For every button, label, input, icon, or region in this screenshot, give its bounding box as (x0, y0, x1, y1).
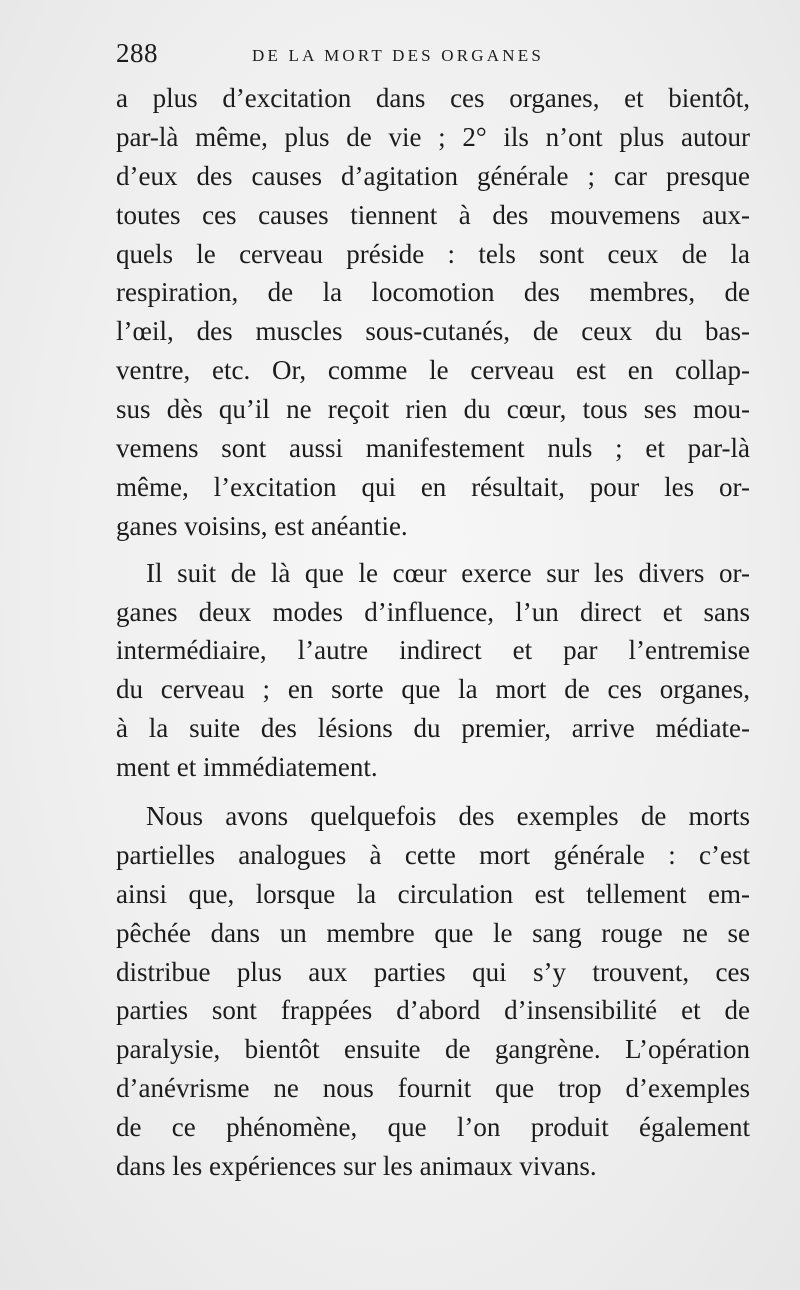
text-line: même, l’excitation qui en résultait, pour les or- (116, 471, 750, 502)
page-number: 288 (116, 38, 158, 68)
text-line: par-là même, plus de vie ; 2° ils n’ont plus autour (116, 121, 750, 152)
text-line: pêchée dans un membre que le sang rouge ne se (116, 917, 750, 948)
text-line: d’eux des causes d’agitation générale ; car presque (116, 160, 750, 191)
text-line: ganes voisins, est anéantie. (116, 510, 408, 541)
paragraph-3 (116, 797, 750, 1186)
running-title: DE LA MORT DES ORGANES (252, 46, 544, 65)
text-line: paralysie, bientôt ensuite de gangrène. L’opération (116, 1034, 750, 1065)
text-line: d’anévrisme ne nous fournit que trop d’exemples (116, 1073, 750, 1104)
text-line: a plus d’excitation dans ces organes, et bientôt, (116, 83, 750, 113)
paragraph-2 (116, 554, 750, 787)
text-line: à la suite des lésions du premier, arrive médiate- (116, 713, 750, 744)
paragraph-1 (116, 79, 750, 546)
text-line: Nous avons quelquefois des exemples de morts (146, 801, 750, 832)
text-line: vemens sont aussi manifestement nuls ; et par-là (116, 433, 750, 464)
text-line: ventre, etc. Or, comme le cerveau est en collap- (116, 355, 750, 386)
text-line: quels le cerveau préside : tels sont ceux de la (116, 238, 750, 269)
text-line: toutes ces causes tiennent à des mouvemens aux- (116, 199, 750, 230)
text-line: Il suit de là que le cœur exerce sur les divers or- (146, 557, 750, 588)
text-line: intermédiaire, l’autre indirect et par l’entremise (116, 635, 750, 666)
text-line: distribue plus aux parties qui s’y trouvent, ces (116, 956, 750, 987)
body-text (116, 79, 750, 1186)
text-line: partielles analogues à cette mort générale : c’est (116, 839, 750, 870)
text-line: sus dès qu’il ne reçoit rien du cœur, tous ses mou- (116, 394, 750, 425)
page-header (116, 38, 750, 78)
text-line: de ce phénomène, que l’on produit également (116, 1112, 750, 1143)
text-line: parties sont frappées d’abord d’insensibilité et de (116, 995, 750, 1026)
text-line: ainsi que, lorsque la circulation est tellement em- (116, 878, 750, 909)
text-line: ment et immédiatement. (116, 752, 378, 783)
text-line: l’œil, des muscles sous-cutanés, de ceux du bas- (116, 316, 750, 347)
text-line: du cerveau ; en sorte que la mort de ces organes, (116, 674, 750, 705)
text-line: ganes deux modes d’influence, l’un direct et sans (116, 596, 750, 627)
text-line: dans les expériences sur les animaux vivans. (116, 1151, 597, 1182)
text-line: respiration, de la locomotion des membres, de (116, 277, 750, 308)
